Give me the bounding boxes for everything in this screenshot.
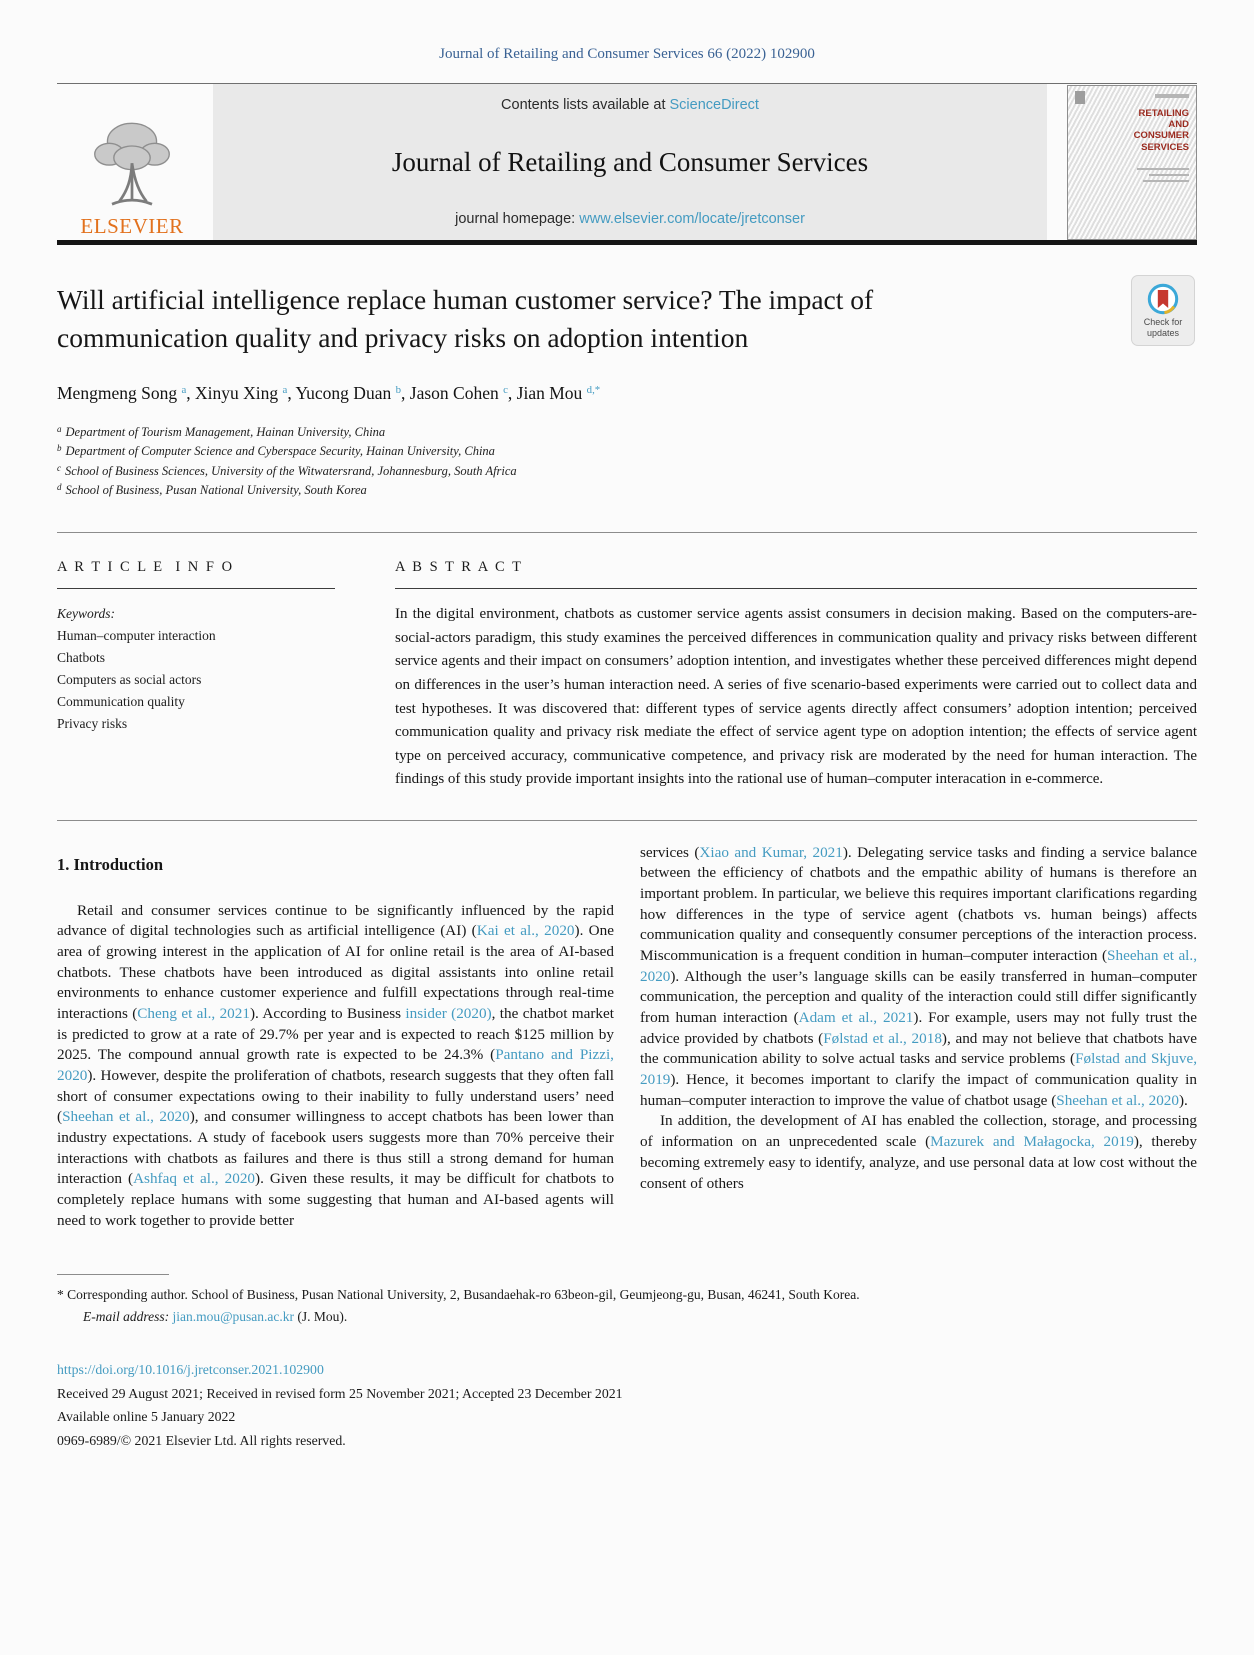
text-segment: , the chatbot market is predicted to grow at a rate of 29.7% per year and is expected to reach $125 million by 2025. The compound annual growth rate is expected to be 24.3% (	[57, 1005, 614, 1064]
text-segment: ). One area of growing interest in the application of AI for online retail is the area of AI-based chatbots. These chatbots have been introduced as digital assistants into online retail environments to enhance customer experience and fulfill expectations through real-time interactions (	[57, 922, 614, 1023]
article-info-heading: A R T I C L E I N F O	[57, 559, 235, 576]
text-segment: ,	[186, 382, 196, 403]
homepage-link[interactable]: www.elsevier.com/locate/jretconser	[579, 211, 805, 227]
affiliation-line	[57, 442, 1197, 461]
elsevier-wordmark: ELSEVIER	[80, 214, 184, 238]
citation-link[interactable]: Mazurek and Małagocka, 2019	[930, 1133, 1134, 1151]
text-segment: ). However, despite the proliferation of chatbots, research suggests that they often fall short of consumer expectations owing to their inability to fully understand users’ need (	[57, 1067, 614, 1126]
affiliation-sup: d	[57, 482, 62, 492]
footnote-rule	[57, 1274, 169, 1275]
publication-details	[57, 1358, 1197, 1453]
affiliation-list	[57, 423, 1197, 501]
text-segment: ). Although the user’s language skills can be easily transferred in human–computer communication, the perception and quality of the interaction could still differ significantly from human interaction (	[640, 967, 1197, 1027]
citation-link[interactable]: Cheng et al., 2021	[137, 1005, 250, 1023]
citation-link[interactable]: Følstad and Skjuve, 2019	[640, 1050, 1197, 1089]
abstract-heading: A B S T R A C T	[395, 559, 523, 576]
superscript: b	[395, 383, 402, 396]
affiliation-sup: c	[57, 462, 61, 473]
text-segment: Retail and consumer services continue to be significantly influenced by the rapid advance of digital technologies such as artificial intelligence (AI) (	[57, 901, 614, 940]
text-segment: ), and consumer willingness to accept chatbots has been lower than industry expectations. A study of facebook users suggests more than 70% perceive their interactions with chatbots as failures and there is thus still a strong demand for human interaction (	[57, 1108, 614, 1188]
citation-link[interactable]: Xiao and Kumar, 2021	[699, 843, 843, 861]
superscript: d,*	[586, 383, 601, 396]
citation-link[interactable]: Ashfaq et al., 2020	[133, 1170, 256, 1188]
citation-link[interactable]: Kai et al., 2020	[476, 922, 575, 940]
affiliation-text: Department of Tourism Management, Hainan University, China	[65, 424, 386, 439]
affiliation-text: Department of Computer Science and Cyberspace Security, Hainan University, China	[65, 444, 495, 459]
received-dates: Received 29 August 2021; Received in revised form 25 November 2021; Accepted 23 December 2021	[57, 1385, 623, 1401]
intro-paragraph	[640, 1111, 1197, 1194]
text-segment: ). According to Business	[249, 1005, 406, 1023]
homepage-label: journal homepage:	[455, 211, 580, 227]
citation-link[interactable]: Pantano and Pizzi, 2020	[57, 1046, 614, 1085]
text-segment: (J. Mou).	[294, 1308, 348, 1324]
cover-title	[1134, 108, 1189, 154]
cover-title-line: RETAILING	[1138, 107, 1189, 119]
doi-link[interactable]: https://doi.org/10.1016/j.jretconser.2021.102900	[57, 1362, 324, 1378]
text-segment: Jason Cohen	[409, 382, 504, 403]
article-info-abstract-section	[57, 532, 1197, 791]
footnote-line: * Corresponding author. School of Business, Pusan National University, 2, Busandaehak-ro 63beon-gil, Geumjeong-gu, Busan, 46241, South Korea.	[57, 1286, 860, 1302]
cover-elsevier-mark-icon	[1075, 91, 1085, 104]
keyword: Computers as social actors	[57, 671, 202, 687]
emphasis-label: E-mail address:	[83, 1308, 173, 1324]
citation-link[interactable]: Adam et al., 2021	[798, 1009, 914, 1027]
affiliation-text: School of Business Sciences, University of the Witwatersrand, Johannesburg, South Africa	[65, 463, 517, 478]
author-list	[57, 383, 1197, 404]
cover-title-line: AND	[1168, 118, 1189, 130]
text-segment: ), thereby becoming extremely easy to identify, analyze, and use personal data at low cost without the consent of others	[640, 1133, 1197, 1192]
cover-title-line: CONSUMER	[1133, 130, 1189, 142]
corresponding-author-footnote	[57, 1274, 1197, 1329]
cover-kicker-bar	[1155, 94, 1189, 98]
text-segment: ,	[507, 382, 517, 403]
issn-copyright: 0969-6989/© 2021 Elsevier Ltd. All rights reserved.	[57, 1433, 346, 1449]
intro-paragraph	[57, 901, 614, 1232]
article-info-rule	[57, 588, 335, 589]
keyword: Communication quality	[57, 693, 185, 709]
cover-subtext-bars	[1137, 168, 1189, 186]
keywords-label: Keywords:	[57, 606, 115, 622]
article-info-column	[57, 533, 335, 791]
citation-link[interactable]: Sheehan et al., 2020	[640, 947, 1197, 985]
email-link[interactable]: jian.mou@pusan.ac.kr	[172, 1308, 295, 1324]
citation-link[interactable]: insider (2020)	[405, 1005, 492, 1023]
contents-text: Contents lists available at	[501, 97, 670, 113]
text-segment: ). Hence, it becomes important to clarify the impact of communication quality in human–computer interaction to improve the value of chatbot usage (	[640, 1071, 1197, 1109]
citation-link[interactable]: Følstad et al., 2018	[823, 1029, 942, 1047]
text-segment: services (	[640, 843, 700, 861]
text-segment: ,	[401, 382, 410, 403]
contents-line	[221, 97, 1039, 113]
text-segment: Mengmeng Song	[57, 382, 182, 403]
homepage-line	[221, 211, 1039, 227]
cover-cell	[1065, 84, 1197, 240]
affiliation-line	[57, 423, 1197, 442]
affiliation-line	[57, 462, 1197, 481]
affiliation-line	[57, 481, 1197, 500]
elsevier-logo[interactable]	[57, 84, 207, 240]
text-segment: ).	[1179, 1091, 1188, 1109]
check-for-updates-badge[interactable]	[1131, 275, 1195, 346]
superscript: c	[503, 383, 508, 396]
article-header	[57, 281, 1197, 500]
section-heading-introduction: 1. Introduction	[57, 854, 164, 874]
masthead	[57, 83, 1197, 245]
masthead-center	[213, 84, 1047, 240]
text-segment: In addition, the development of AI has enabled the collection, storage, and processing of information on an unprecedented scale (	[640, 1112, 1197, 1151]
text-segment: ). Delegating service tasks and finding a service balance between the efficiency of chatbots and the empathic ability of humans is therefore an important problem. In particular, we believe this requires important clarifications regarding how differences in the type of service agent (chatbots vs. human beings) affects communication quality and consequently consumer perceptions of the interaction process. Miscommunication is a frequent condition in human–computer interaction (	[640, 843, 1198, 965]
text-segment: ). For example, users may not fully trust the advice provided by chatbots (	[640, 1009, 1197, 1047]
sciencedirect-link[interactable]: ScienceDirect	[669, 97, 759, 113]
text-segment: Yucong Duan	[295, 382, 396, 403]
text-segment: Xinyu Xing	[195, 382, 283, 403]
article-title: Will artificial intelligence replace human customer service? The impact of communication quality and privacy risks on adoption intention	[57, 284, 874, 353]
body-right-column	[640, 843, 1197, 1232]
superscript: a	[181, 383, 187, 396]
abstract-rule	[395, 588, 1197, 589]
body-left-column	[57, 843, 614, 1232]
affiliation-text: School of Business, Pusan National University, South Korea	[65, 483, 367, 497]
footnote-email-line	[57, 1306, 1197, 1328]
text-segment: Jian Mou	[516, 382, 587, 403]
citation-link[interactable]: Sheehan et al., 2020	[1056, 1091, 1179, 1109]
intro-paragraph	[640, 843, 1197, 1112]
journal-cover-thumbnail[interactable]	[1067, 85, 1197, 240]
article-body	[57, 820, 1197, 1232]
check-updates-label: Check for updates	[1143, 317, 1183, 339]
citation-link[interactable]: Sheehan et al., 2020	[62, 1108, 190, 1126]
text-segment: ,	[287, 382, 296, 403]
affiliation-sup: b	[57, 443, 62, 454]
keyword: Chatbots	[57, 650, 106, 666]
journal-title: Journal of Retailing and Consumer Services	[391, 146, 869, 177]
abstract-text: In the digital environment, chatbots as customer service agents assist consumers in decision making. Based on the computers-are-social-actors paradigm, this study examines the perceived differences in communication quality and privacy risks between different service agents and their impact on consumers’ adoption intention, and investigates whether these perceived differences might depend on differences in the user’s human interaction need. A series of five scenario-based experiments were carried out to collect data and test hypotheses. It was discovered that: different types of service agents directly affect consumers’ adoption intention; perceived communication quality and privacy risk mediate the effect of service agent type on adoption intention; the effects of service agent type on perceived accuracy, communicative competence, and privacy risk are moderated by the need for human interaction. The findings of this study provide important insights into the rational use of human–computer interacation in e-commerce.	[395, 606, 1197, 788]
text-segment: ). Given these results, it may be difficult for chatbots to completely replace humans with some suggesting that human and AI-based agents will need to work together to provide better	[57, 1170, 614, 1229]
cover-title-line: SERVICES	[1141, 141, 1189, 153]
elsevier-tree-icon	[86, 116, 178, 216]
abstract-column	[395, 533, 1197, 791]
text-segment: ), and may not believe that chatbots have the communication ability to solve actual tasks and service problems (	[640, 1029, 1197, 1068]
superscript: a	[282, 383, 288, 396]
page-citation: Journal of Retailing and Consumer Services 66 (2022) 102900	[439, 46, 815, 62]
check-updates-icon	[1146, 282, 1180, 316]
keyword: Privacy risks	[57, 715, 128, 731]
keyword: Human–computer interaction	[57, 628, 216, 644]
available-online: Available online 5 January 2022	[57, 1409, 236, 1425]
affiliation-sup: a	[57, 423, 62, 434]
